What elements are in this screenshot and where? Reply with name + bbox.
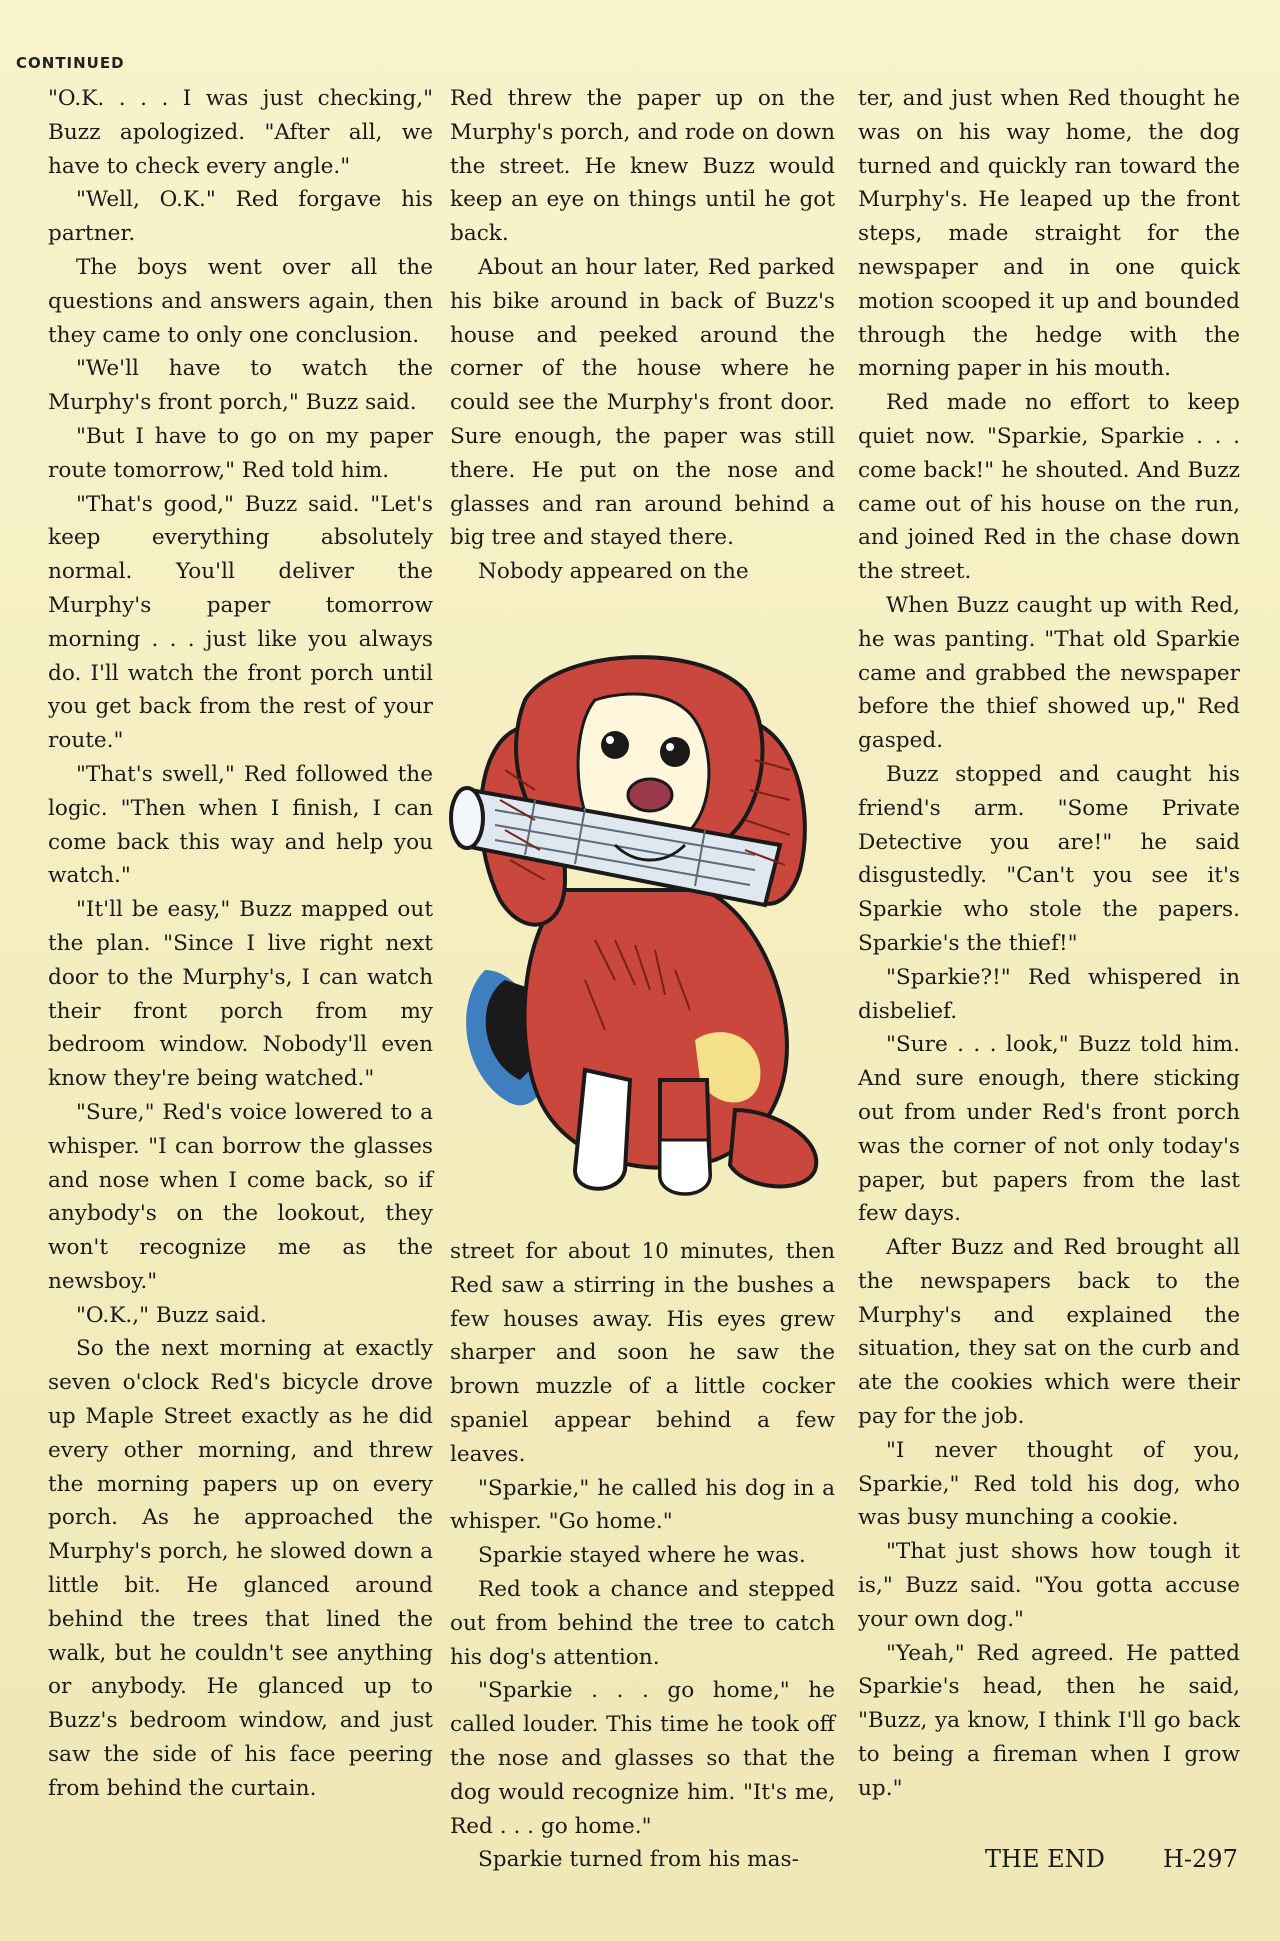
- text-column-1: [48, 82, 433, 1806]
- paragraph: "We'll have to watch the Murphy's front porch," Buzz said.: [48, 356, 433, 416]
- paragraph: So the next morning at exactly seven o'clock Red's bicycle drove up Maple Street exactly as he did every other morning, and threw the morning papers up on every porch. As he approached the Murphy's porch, he slowed down a little bit. He glanced around behind the trees that lined the walk, but he couldn't see anything or anybody. He glanced up to Buzz's bedroom window, and just saw the side of his face peering from behind the curtain.: [48, 1336, 433, 1801]
- paragraph: Red made no effort to keep quiet now. "Sparkie, Sparkie . . . come back!" he shouted. And Buzz came out of his house on the run, and joined Red in the chase down the street.: [858, 390, 1240, 585]
- paragraph: "Sparkie," he called his dog in a whisper. "Go home.": [450, 1475, 835, 1535]
- paragraph: "O.K. . . . I was just checking," Buzz apologized. "After all, we have to check every angle.": [48, 86, 433, 179]
- paragraph: "Sparkie . . . go home," he called louder. This time he took off the nose and glasses so that the dog would recognize him. "It's me, Red . . . go home.": [450, 1678, 835, 1839]
- the-end-label: THE END: [985, 1845, 1105, 1873]
- paragraph: Buzz stopped and caught his friend's arm. "Some Private Detective you are!" he said disgustedly. "Can't you see it's Sparkie who stole the papers. Sparkie's the thief!": [858, 761, 1240, 956]
- text-column-2-bottom: [450, 1235, 835, 1877]
- paragraph: "But I have to go on my paper route tomorrow," Red told him.: [48, 423, 433, 483]
- continued-label: CONTINUED: [16, 54, 125, 72]
- paragraph: Sparkie stayed where he was.: [478, 1543, 806, 1569]
- page-code: H-297: [1163, 1845, 1238, 1873]
- text-column-3: [858, 82, 1240, 1806]
- paragraph: The boys went over all the questions and answers again, then they came to only one conclusion.: [48, 254, 433, 348]
- paragraph: "It'll be easy," Buzz mapped out the plan. "Since I live right next door to the Murphy's, I can watch their front porch from my bedroom window. Nobody'll even know they're being watched.": [48, 897, 433, 1092]
- paragraph: Sparkie turned from his mas-: [478, 1847, 799, 1873]
- paragraph: "That just shows how tough it is," Buzz said. "You gotta accuse your own dog.": [858, 1539, 1240, 1632]
- paragraph: "Yeah," Red agreed. He patted Sparkie's head, then he said, "Buzz, ya know, I think I'll go back to being a fireman when I grow up.": [858, 1640, 1240, 1801]
- paragraph: Red took a chance and stepped out from behind the tree to catch his dog's attention.: [450, 1576, 835, 1670]
- paragraph: "I never thought of you, Sparkie," Red told his dog, who was busy munching a cookie.: [858, 1437, 1240, 1531]
- paragraph: After Buzz and Red brought all the newspapers back to the Murphy's and explained the situation, they sat on the curb and ate the cookies which were their pay for the job.: [858, 1235, 1240, 1430]
- paragraph: "That's swell," Red followed the logic. "Then when I finish, I can come back this way and help you watch.": [48, 761, 433, 889]
- paragraph: When Buzz caught up with Red, he was panting. "That old Sparkie came and grabbed the newspaper before the thief showed up," Red gasped.: [858, 592, 1240, 754]
- paragraph: Red threw the paper up on the Murphy's porch, and rode on down the street. He knew Buzz would keep an eye on things until he got back.: [450, 86, 835, 247]
- paragraph: About an hour later, Red parked his bike around in back of Buzz's house and peeked around the corner of the house where he could see the Murphy's front door. Sure enough, the paper was still there. He put on the nose and glasses and ran around behind a big tree and stayed there.: [450, 254, 835, 551]
- text-column-2-top: [450, 82, 835, 589]
- paragraph: "Sure . . . look," Buzz told him. And sure enough, there sticking out from under Red's front porch was the corner of not only today's paper, but papers from the last few days.: [858, 1032, 1240, 1227]
- paragraph: Nobody appeared on the: [478, 559, 749, 585]
- paragraph: ter, and just when Red thought he was on his way home, the dog turned and quickly ran toward the Murphy's. He leaped up the front steps, made straight for the newspaper and in one quick motion scooped it up and bounded through the hedge with the morning paper in his mouth.: [858, 86, 1240, 382]
- paragraph: "Sure," Red's voice lowered to a whisper. "I can borrow the glasses and nose when I come back, so if anybody's on the lookout, they won't recognize me as the newsboy.": [48, 1099, 433, 1294]
- paragraph: "O.K.," Buzz said.: [76, 1302, 267, 1328]
- cocker-spaniel-illustration: [445, 640, 865, 1230]
- paragraph: street for about 10 minutes, then Red saw a stirring in the bushes a few houses away. His eyes grew sharper and soon he saw the brown muzzle of a little cocker spaniel appear behind a few leaves.: [450, 1239, 835, 1467]
- paragraph: "That's good," Buzz said. "Let's keep everything absolutely normal. You'll deliver the Murphy's paper tomorrow morning . . . just like you always do. I'll watch the front porch until you get back from the rest of your route.": [48, 491, 433, 754]
- paragraph: "Well, O.K." Red forgave his partner.: [48, 187, 433, 247]
- paragraph: "Sparkie?!" Red whispered in disbelief.: [858, 964, 1240, 1024]
